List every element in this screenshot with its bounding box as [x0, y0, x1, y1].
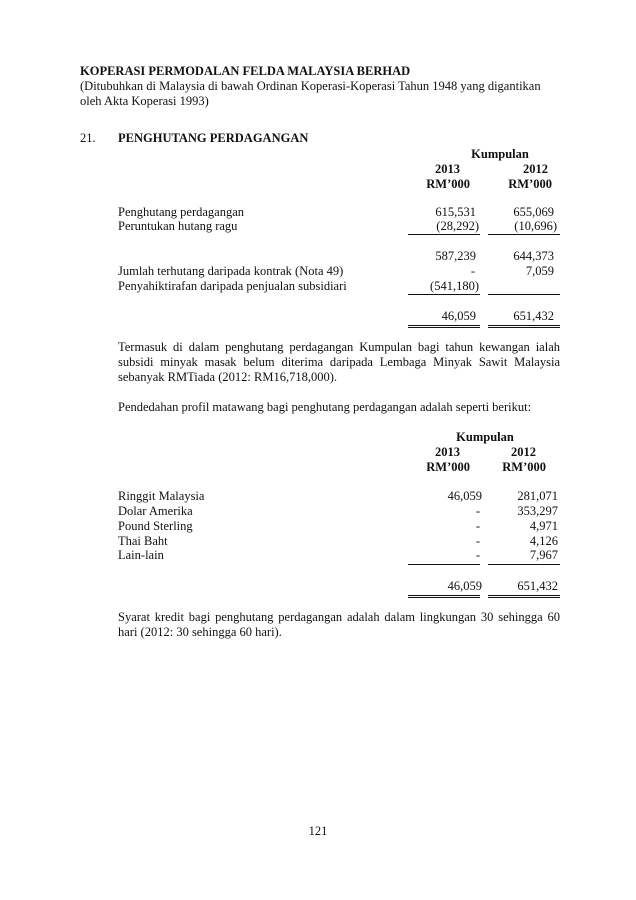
table1-value-2013: 587,239: [435, 249, 476, 263]
table1-row-label: Peruntukan hutang ragu: [118, 219, 238, 233]
table1-total-2012: 651,432: [513, 309, 554, 323]
paragraph-subsidy-line1: Termasuk di dalam penghutang perdagangan Kumpulan bagi tahun kewangan ialah: [118, 340, 560, 354]
paragraph-subsidy-line3: sebanyak RMTiada (2012: RM16,718,000).: [118, 370, 337, 384]
table2-value-2012: 281,071: [517, 489, 558, 503]
table1-row-label: Penyahiktirafan daripada penjualan subsidiari: [118, 279, 347, 293]
table1-year-2012: 2012: [523, 162, 548, 176]
table2-total-2013: 46,059: [447, 579, 482, 593]
note-title: PENGHUTANG PERDAGANGAN: [118, 131, 309, 145]
table1-subtotal-rule-2013: [408, 234, 480, 235]
table2-value-2013: -: [475, 534, 480, 548]
table1-unit-2012: RM’000: [508, 177, 552, 191]
table2-row-label: Thai Baht: [118, 534, 168, 548]
company-name: KOPERASI PERMODALAN FELDA MALAYSIA BERHAD: [80, 64, 411, 78]
note-number: 21.: [80, 131, 96, 145]
table1-subtotal-rule-2012: [488, 234, 560, 235]
table2-year-2013: 2013: [435, 445, 460, 459]
table2-row-label: Pound Sterling: [118, 519, 193, 533]
paragraph-subsidy-line2: subsidi minyak masak belum diterima daripada Lembaga Minyak Sawit Malaysia: [118, 355, 560, 369]
table2-value-2013: 46,059: [447, 489, 482, 503]
table2-double-rule-2013b: [408, 597, 480, 598]
table1-total-rule-2012: [488, 294, 560, 295]
table2-value-2012: 4,126: [529, 534, 558, 548]
table2-row-label: Dolar Amerika: [118, 504, 193, 518]
table1-value-2012: (10,696): [514, 219, 557, 233]
table1-group-label: Kumpulan: [471, 147, 529, 161]
company-subtitle-line2: oleh Akta Koperasi 1993): [80, 94, 209, 108]
table2-unit-2013: RM’000: [426, 460, 470, 474]
table2-total-2012: 651,432: [517, 579, 558, 593]
table2-row-label: Ringgit Malaysia: [118, 489, 205, 503]
table1-double-rule-2012b: [488, 327, 560, 328]
paragraph-currency-intro: Pendedahan profil matawang bagi penghutang perdagangan adalah seperti berikut:: [118, 400, 532, 414]
table2-double-rule-2013: [408, 595, 480, 596]
table1-value-2013: 615,531: [435, 205, 476, 219]
table1-year-2013: 2013: [435, 162, 460, 176]
table1-value-2012: 644,373: [513, 249, 554, 263]
table2-group-label: Kumpulan: [456, 430, 514, 444]
table2-double-rule-2012b: [488, 597, 560, 598]
table1-value-2013: (541,180): [430, 279, 479, 293]
paragraph-credit-terms-line2: hari (2012: 30 sehingga 60 hari).: [118, 625, 282, 639]
table1-total-rule-2013: [408, 294, 480, 295]
table2-year-2012: 2012: [511, 445, 536, 459]
table2-value-2013: -: [475, 519, 480, 533]
table2-value-2012: 7,967: [529, 548, 558, 562]
table2-unit-2012: RM’000: [502, 460, 546, 474]
table2-value-2013: -: [475, 504, 480, 518]
table1-double-rule-2012: [488, 325, 560, 326]
paragraph-credit-terms-line1: Syarat kredit bagi penghutang perdagangan adalah dalam lingkungan 30 sehingga 60: [118, 610, 560, 624]
table1-value-2012: 655,069: [513, 205, 554, 219]
table2-total-rule-2013: [408, 564, 480, 565]
table1-value-2012: 7,059: [525, 264, 554, 278]
table1-row-label: Penghutang perdagangan: [118, 205, 245, 219]
company-subtitle-line1: (Ditubuhkan di Malaysia di bawah Ordinan Koperasi-Koperasi Tahun 1948 yang digantikan: [80, 79, 541, 93]
table1-double-rule-2013b: [408, 327, 480, 328]
table1-value-2013: -: [470, 264, 475, 278]
page-number: 121: [308, 824, 328, 838]
table2-row-label: Lain-lain: [118, 548, 164, 562]
table1-total-2013: 46,059: [441, 309, 476, 323]
table1-row-label: Jumlah terhutang daripada kontrak (Nota 49): [118, 264, 344, 278]
table1-double-rule-2013: [408, 325, 480, 326]
table1-unit-2013: RM’000: [426, 177, 470, 191]
table2-total-rule-2012: [488, 564, 560, 565]
table1-value-2013: (28,292): [436, 219, 479, 233]
table2-value-2012: 4,971: [529, 519, 558, 533]
table2-double-rule-2012: [488, 595, 560, 596]
table2-value-2012: 353,297: [517, 504, 558, 518]
table2-value-2013: -: [475, 548, 480, 562]
